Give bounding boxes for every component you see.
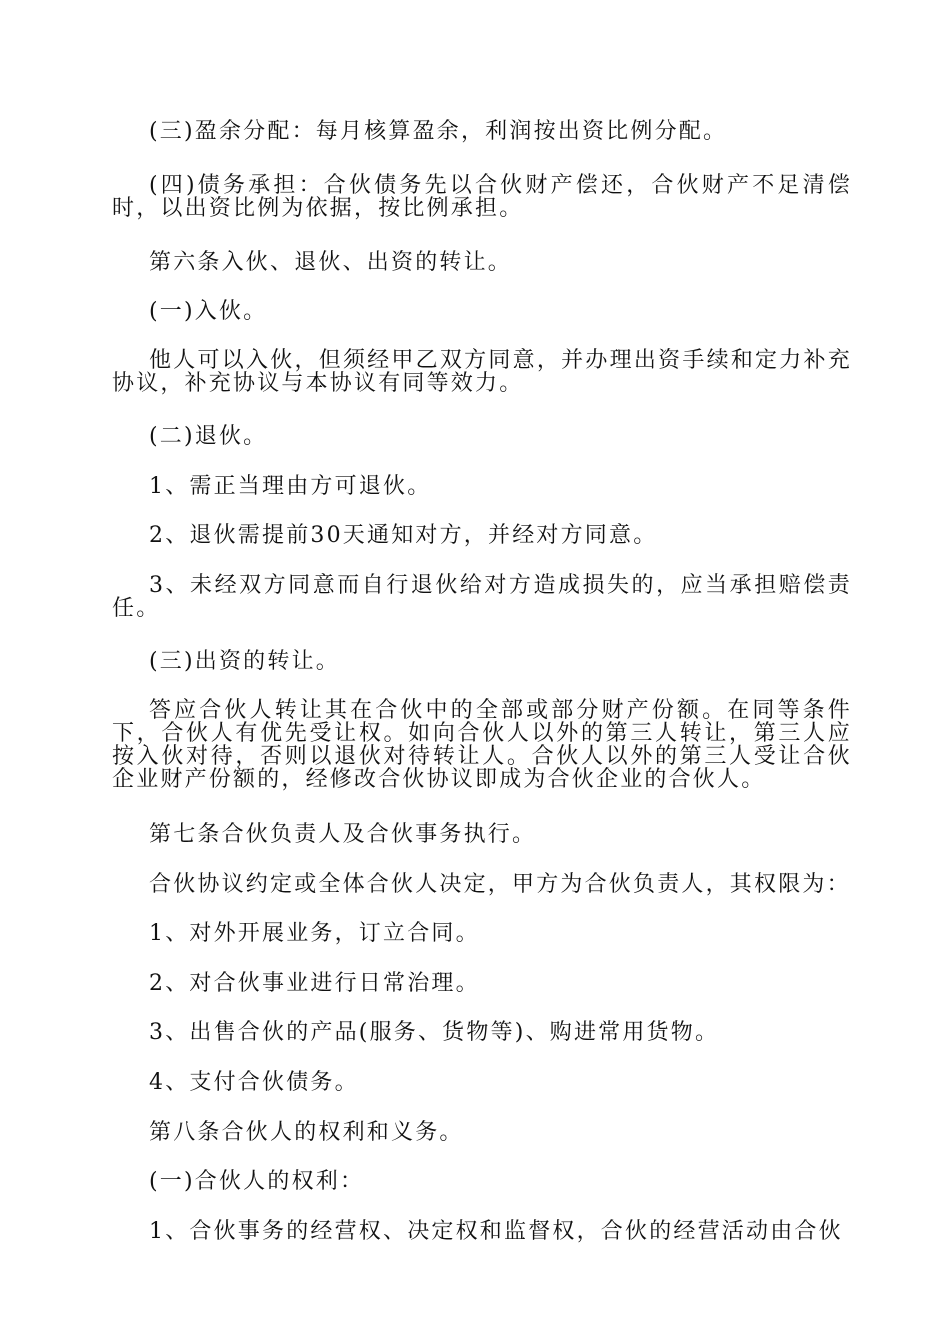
- paragraph-profit-distribution: (三)盈余分配：每月核算盈余，利润按出资比例分配。: [149, 119, 728, 144]
- list-item-authority-1: 1、对外开展业务，订立合同。: [149, 921, 480, 946]
- heading-joining: (一)入伙。: [149, 299, 268, 324]
- list-item-withdrawal-2: 2、退伙需提前30天通知对方，并经对方同意。: [149, 523, 658, 548]
- heading-withdrawal: (二)退伙。: [149, 424, 268, 449]
- paragraph-partner-authority: 合伙协议约定或全体合伙人决定，甲方为合伙负责人，其权限为：: [149, 872, 851, 897]
- list-item-withdrawal-3: 3、未经双方同意而自行退伙给对方造成损失的，应当承担赔偿责任。: [112, 573, 852, 621]
- heading-capital-transfer: (三)出资的转让。: [149, 649, 340, 674]
- paragraph-capital-transfer: 答应合伙人转让其在合伙中的全部或部分财产份额。在同等条件下，合伙人有优先受让权。如向合伙人以外的第三人转让，第三人应按入伙对待，否则以退伙对待转让人。合伙人以外的第三人受让合伙企业财产份额的，经修改合伙协议即成为合伙企业的合伙人。: [112, 698, 852, 792]
- list-item-authority-4: 4、支付合伙债务。: [149, 1070, 359, 1095]
- list-item-authority-3: 3、出售合伙的产品(服务、货物等)、购进常用货物。: [149, 1020, 720, 1045]
- list-item-authority-2: 2、对合伙事业进行日常治理。: [149, 971, 480, 996]
- list-item-rights-1: 1、合伙事务的经营权、决定权和监督权，合伙的经营活动由合伙: [149, 1219, 843, 1244]
- paragraph-debt-bearing: (四)债务承担：合伙债务先以合伙财产偿还，合伙财产不足清偿时，以出资比例为依据，按比例承担。: [112, 173, 852, 221]
- heading-article-7: 第七条合伙负责人及合伙事务执行。: [149, 822, 537, 847]
- paragraph-joining-terms: 他人可以入伙，但须经甲乙双方同意，并办理出资手续和定力补充协议，补充协议与本协议有同等效力。: [112, 348, 852, 396]
- heading-article-8: 第八条合伙人的权利和义务。: [149, 1120, 464, 1145]
- heading-partner-rights: (一)合伙人的权利：: [149, 1169, 365, 1194]
- heading-article-6: 第六条入伙、退伙、出资的转让。: [149, 250, 513, 275]
- list-item-withdrawal-1: 1、需正当理由方可退伙。: [149, 474, 432, 499]
